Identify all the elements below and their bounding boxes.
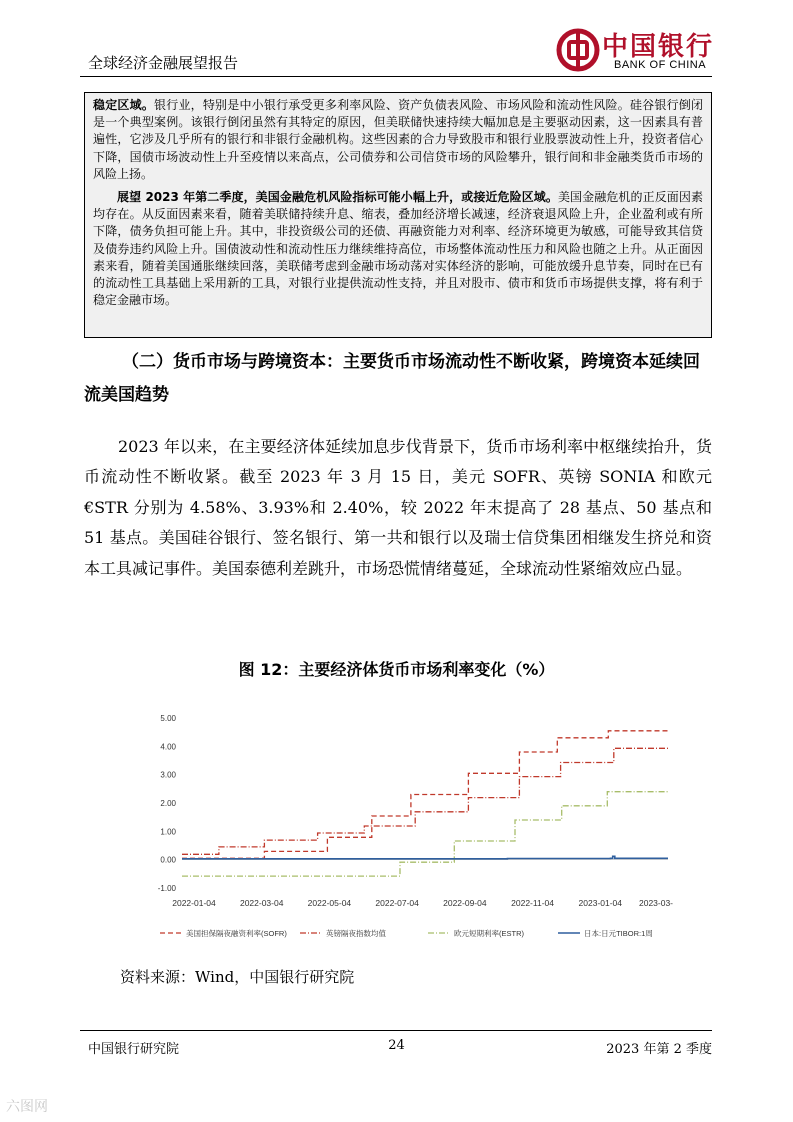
logo-english-text: BANK OF CHINA <box>614 59 707 71</box>
header-divider <box>80 76 712 77</box>
y-tick-label: 4.00 <box>160 742 176 752</box>
box-paragraph-1-text: 银行业，特别是中小银行承受更多利率风险、资产负债表风险、市场风险和流动性风险。硅谷银行倒闭是一个典型案例。该银行倒闭虽然有其特定的原因，但美联储快速持续大幅加息是主要驱动因素，这一因素具有普遍性，它涉及几乎所有的银行和非银行金融机构。这些因素的合力导致股市和银行业股票波动性上升，投资者信心下降，国债市场波动性上升至疫情以来高点，公司债券和公司信贷市场的风险攀升，银行间和非金融类货币市场的风险上扬。 <box>93 98 703 181</box>
box-paragraph-2-text: 美国金融危机的正反面因素均存在。从反面因素来看，随着美联储持续升息、缩表，叠加经济增长减速，经济衰退风险上升，企业盈利或有所下降，债务负担可能上升。其中，非投资级公司的还债、再融资能力对利率、经济环境更为敏感，可能导致其信贷及债券违约风险上升。国债波动性和流动性压力继续维持高位，市场整体流动性压力和风险也随之上升。从正面因素来看，随着美国通胀继续回落，美联储考虑到金融市场动荡对实体经济的影响，可能放缓升息节奏，同时在已有的流动性工具基础上采用新的工具，对银行业提供流动性支持，并且对股市、债市和货币市场提供支撑，将有利于稳定金融市场。 <box>93 190 703 308</box>
y-tick-label: 0.00 <box>160 855 176 865</box>
footer-divider <box>80 1030 712 1031</box>
x-tick-label: 2023-03- <box>638 898 674 908</box>
report-title: 全球经济金融展望报告 <box>88 54 239 72</box>
legend-label-2: 英镑隔夜指数均值 <box>326 929 386 938</box>
bank-logo <box>556 26 716 74</box>
series-line-2 <box>182 748 668 854</box>
box-paragraph-1-bold: 稳定区域。 <box>93 98 155 112</box>
y-tick-label: -1.00 <box>157 884 176 893</box>
footer-institution: 中国银行研究院 <box>88 1042 180 1057</box>
x-tick-label: 2022-05-04 <box>307 898 352 908</box>
page-number: 24 <box>388 1038 405 1053</box>
series-line-3 <box>182 792 668 876</box>
rate-chart-svg <box>138 700 684 946</box>
bank-logo-icon <box>556 28 600 72</box>
y-tick-label: 3.00 <box>160 770 176 780</box>
legend-label-1: 美国担保隔夜融资利率(SOFR) <box>186 929 287 938</box>
section-heading: （二）货币市场与跨境资本：主要货币市场流动性不断收紧，跨境资本延续回流美国趋势 <box>84 352 700 405</box>
x-tick-label: 2022-09-04 <box>443 898 487 908</box>
y-tick-label: 1.00 <box>160 827 176 837</box>
series-line-1 <box>182 730 668 858</box>
box-paragraph-2-bold: 展望 2023 年第二季度，美国金融危机风险指标可能小幅上升，或接近危险区域。 <box>117 190 558 205</box>
box-paragraph-2 <box>93 189 703 309</box>
x-tick-label: 2022-07-04 <box>375 898 419 908</box>
footer-quarter: 2023 年第 2 季度 <box>606 1042 712 1057</box>
box-paragraph-1 <box>93 97 703 183</box>
body-paragraph: 2023 年以来，在主要经济体延续加息步伐背景下，货币市场利率中枢继续抬升，货币流动性不断收紧。截至 2023 年 3 月 15 日，美元 SOFR、英镑 SONIA 和欧元€STR 分别为 4.58%、3.93%和 2.40%，较 2022 年末提高了 28 基点、50 基点和 51 基点。美国硅谷银行、签名银行、第一共和银行以及瑞士信贷集团相继发生挤兑和资本工具减记事件。美国泰德利差跳升，市场恐慌情绪蔓延，全球流动性紧缩效应凸显。 <box>84 437 712 578</box>
legend-label-3: 欧元短期利率(ESTR) <box>454 929 524 938</box>
figure-title: 图 12：主要经济体货币市场利率变化（%） <box>238 660 555 679</box>
x-tick-label: 2022-01-04 <box>172 898 216 908</box>
watermark: 六图网 <box>6 1099 48 1115</box>
logo-chinese-text: 中国银行 <box>602 32 715 62</box>
x-tick-label: 2022-03-04 <box>239 898 284 908</box>
figure-source: 资料来源：Wind，中国银行研究院 <box>120 968 355 986</box>
x-tick-label: 2023-01-04 <box>578 898 623 908</box>
y-tick-label: 5.00 <box>160 714 176 723</box>
rate-chart <box>138 700 684 946</box>
series-line-4 <box>182 856 668 859</box>
info-box <box>84 92 712 338</box>
legend-label-4: 日本:日元TIBOR:1周 <box>584 929 653 938</box>
x-tick-label: 2022-11-04 <box>511 898 555 908</box>
y-tick-label: 2.00 <box>160 799 176 808</box>
